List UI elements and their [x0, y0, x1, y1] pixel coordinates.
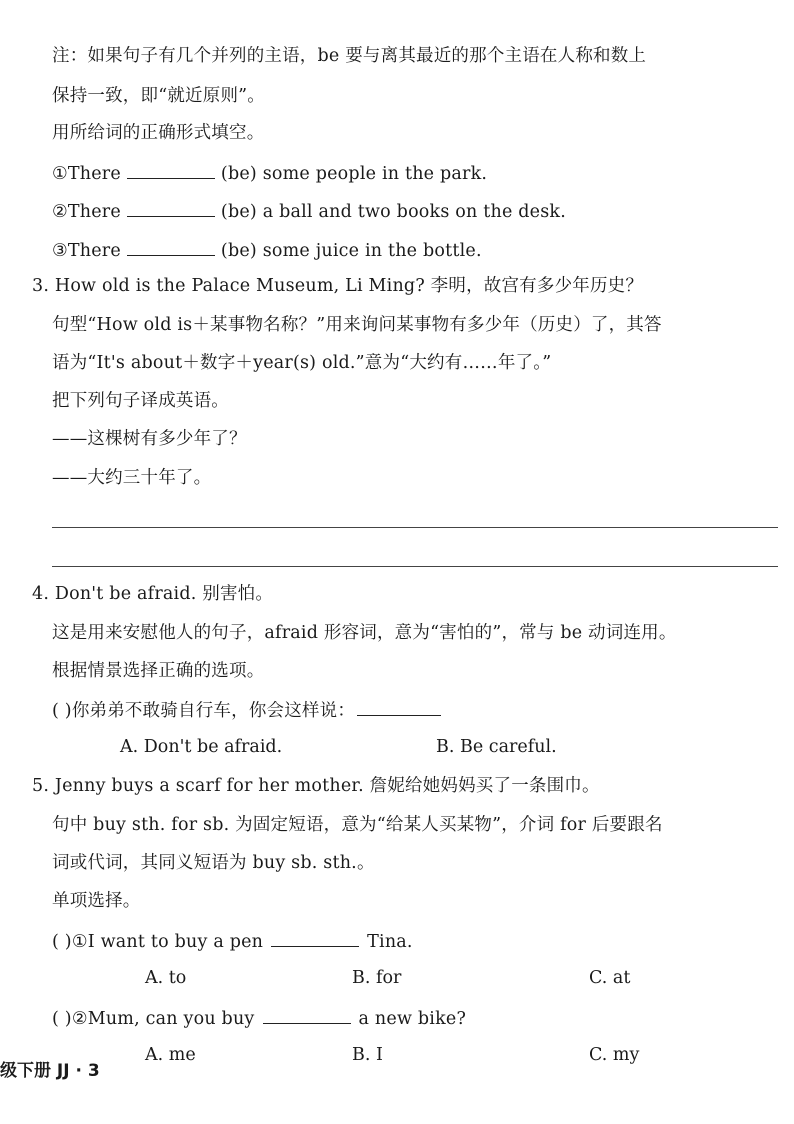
- q1-text-after: Tina.: [367, 932, 413, 952]
- section-4-heading: 4. Don't be afraid. 别害怕。: [32, 584, 274, 604]
- fill-item-2-prefix: ②There: [52, 202, 121, 222]
- q2-text-before: ②Mum, can you buy: [71, 1009, 255, 1029]
- fill-item-3: [52, 237, 482, 263]
- section-4-option-b[interactable]: B. Be careful.: [436, 737, 557, 757]
- answer-line-2[interactable]: [52, 566, 778, 567]
- fill-item-1-prefix: ①There: [52, 164, 121, 184]
- section-5-instruction: 单项选择。: [52, 891, 141, 911]
- section-5-explanation-1: 句中 buy sth. for sb. 为固定短语，意为“给某人买某物”，介词 for 后要跟名: [52, 815, 663, 835]
- q2-text-after: a new bike?: [358, 1009, 467, 1029]
- section-4-instruction: 根据情景选择正确的选项。: [52, 661, 265, 681]
- fill-item-1-suffix: (be) some people in the park.: [220, 164, 488, 184]
- section-5-question-1: [52, 928, 413, 954]
- section-3-explanation-2: 语为“It's about＋数字＋year(s) old.”意为“大约有……年了。”: [52, 353, 552, 373]
- page-footer: 级下册 JJ · 3: [0, 1061, 100, 1081]
- q1-option-c[interactable]: C. at: [589, 968, 631, 988]
- section-5-question-2: [52, 1005, 466, 1031]
- fill-blank-1[interactable]: [127, 160, 215, 179]
- section-5-heading: 5. Jenny buys a scarf for her mother. 詹妮给她妈妈买了一条围巾。: [32, 776, 600, 796]
- note-line-2: 保持一致，即“就近原则”。: [52, 86, 265, 106]
- section-4-explanation: 这是用来安慰他人的句子，afraid 形容词，意为“害怕的”，常与 be 动词连用。: [52, 623, 677, 643]
- q1-option-a[interactable]: A. to: [145, 968, 187, 988]
- section-4-question-text: 你弟弟不敢骑自行车，你会这样说：: [71, 701, 356, 721]
- section-3-question-2: ——大约三十年了。: [52, 468, 212, 488]
- q2-blank[interactable]: [263, 1005, 351, 1024]
- fill-blank-2[interactable]: [127, 198, 215, 217]
- section-5-explanation-2: 词或代词，其同义短语为 buy sb. sth.。: [52, 853, 375, 873]
- note-line-1: 注：如果句子有几个并列的主语，be 要与离其最近的那个主语在人称和数上: [52, 46, 647, 66]
- answer-line-1[interactable]: [52, 527, 778, 528]
- section-4-option-a[interactable]: A. Don't be afraid.: [120, 737, 283, 757]
- answer-paren[interactable]: ( ): [52, 701, 72, 721]
- fill-item-2-suffix: (be) a ball and two books on the desk.: [220, 202, 566, 222]
- q1-option-b[interactable]: B. for: [352, 968, 402, 988]
- section-3-instruction: 把下列句子译成英语。: [52, 391, 229, 411]
- q2-option-a[interactable]: A. me: [145, 1045, 196, 1065]
- section-4-question: [52, 697, 445, 723]
- section-3-explanation-1: 句型“How old is＋某事物名称？”用来询问某事物有多少年（历史）了，其答: [52, 315, 662, 335]
- fill-item-2: [52, 198, 566, 224]
- note-instruction: 用所给词的正确形式填空。: [52, 123, 265, 143]
- section-3-question-1: ——这棵树有多少年了？: [52, 429, 247, 449]
- q1-blank[interactable]: [271, 928, 359, 947]
- fill-item-3-suffix: (be) some juice in the bottle.: [220, 241, 482, 261]
- section-3-heading: 3. How old is the Palace Museum, Li Ming? 李明，故宫有多少年历史？: [32, 276, 644, 296]
- q2-option-c[interactable]: C. my: [589, 1045, 640, 1065]
- fill-item-1: [52, 160, 487, 186]
- answer-paren[interactable]: ( ): [52, 932, 72, 952]
- q2-option-b[interactable]: B. I: [352, 1045, 383, 1065]
- fill-item-3-prefix: ③There: [52, 241, 121, 261]
- q1-text-before: ①I want to buy a pen: [71, 932, 264, 952]
- fill-blank-3[interactable]: [127, 237, 215, 256]
- answer-paren[interactable]: ( ): [52, 1009, 72, 1029]
- section-4-blank[interactable]: [357, 697, 441, 716]
